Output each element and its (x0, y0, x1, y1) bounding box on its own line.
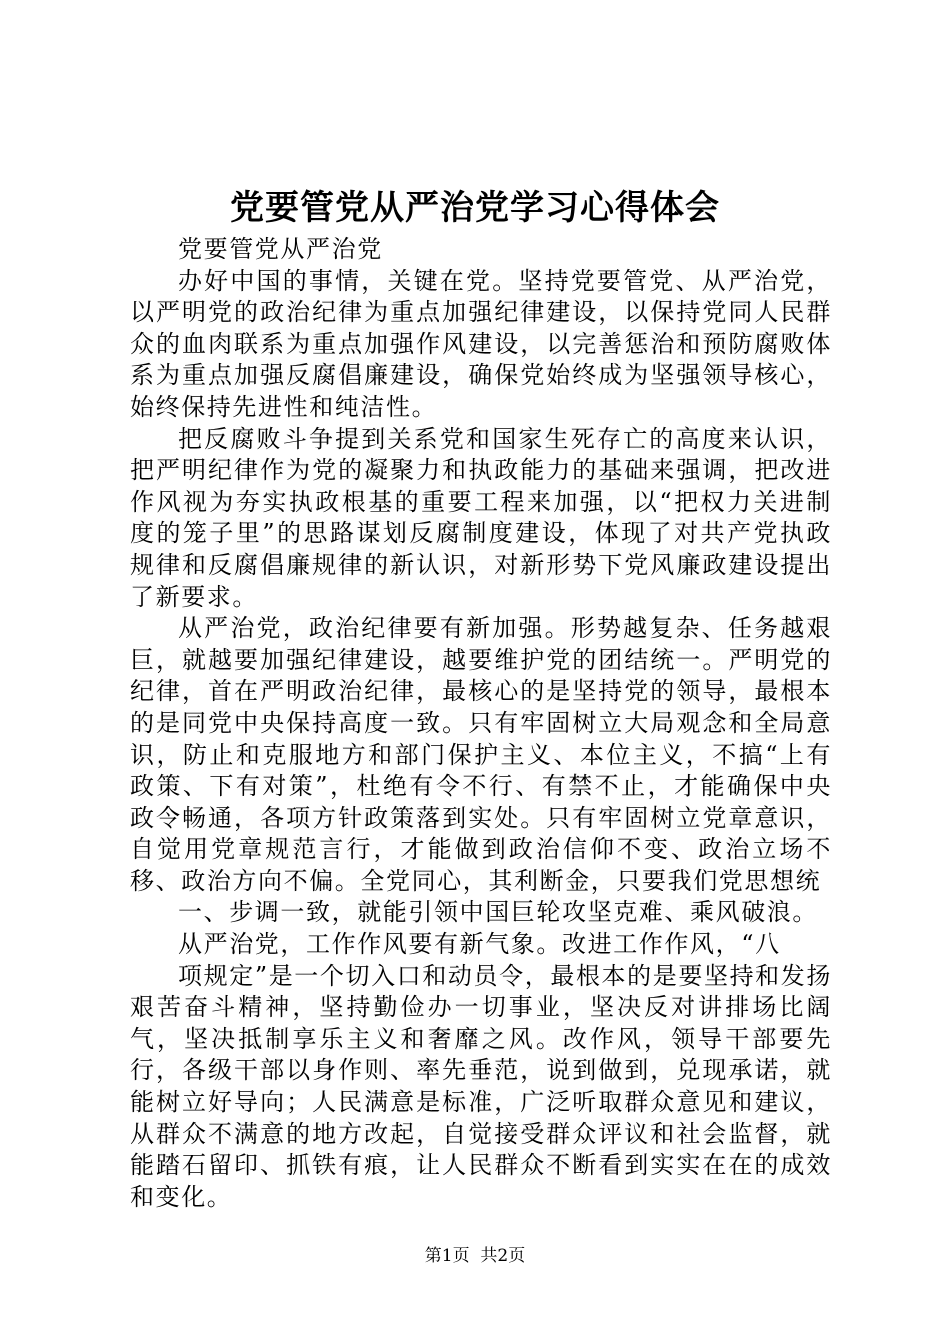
paragraph: 从严治党，工作作风要有新气象。改进工作作风，“八 (178, 930, 781, 959)
page-total: 共2页 (480, 1246, 526, 1266)
paragraph: 把反腐败斗争提到关系党和国家生死存亡的高度来认识，把严明纪律作为党的凝聚力和执政能力的基础来强调，把改进作风视为夯实执政根基的重要工程来加强，以“把权力关进制度的笼子里”的思路谋划反腐制度建设，体现了对共产党执政规律和反腐倡廉规律的新认识，对新形势下党风廉政建设提出了新要求。 (130, 424, 832, 611)
document-body (130, 234, 832, 1213)
paragraph-subtitle: 党要管党从严治党 (178, 235, 383, 263)
footer-separator (470, 1246, 481, 1266)
page-footer (0, 1244, 950, 1268)
page-number: 第1页 (424, 1246, 470, 1266)
page-title: 党要管党从严治党学习心得体会 (230, 188, 720, 228)
paragraph: 一、步调一致，就能引领中国巨轮攻坚克难、乘风破浪。 (178, 898, 818, 927)
paragraph: 从严治党，政治纪律要有新加强。形势越复杂、任务越艰巨，就越要加强纪律建设，越要维护党的团结统一。严明党的纪律，首在严明政治纪律，最核心的是坚持党的领导，最根本的是同党中央保持高度一致。只有牢固树立大局观念和全局意识，防止和克服地方和部门保护主义、本位主义，不搞“上有政策、下有对策”，杜绝有令不行、有禁不止，才能确保中央政令畅通，各项方针政策落到实处。只有牢固树立党章意识，自觉用党章规范言行，才能做到政治信仰不变、政治立场不移、政治方向不偏。全党同心，其利断金，只要我们党思想统 (130, 614, 832, 895)
paragraph: 项规定”是一个切入口和动员令，最根本的是要坚持和发扬艰苦奋斗精神，坚持勤俭办一切事业，坚决反对讲排场比阔气，坚决抵制享乐主义和奢靡之风。改作风，领导干部要先行，各级干部以身作则、率先垂范，说到做到，兑现承诺，就能树立好导向；人民满意是标准，广泛听取群众意见和建议，从群众不满意的地方改起，自觉接受群众评议和社会监督，就能踏石留印、抓铁有痕，让人民群众不断看到实实在在的成效和变化。 (130, 961, 832, 1211)
paragraph: 办好中国的事情，关键在党。坚持党要管党、从严治党，以严明党的政治纪律为重点加强纪律建设，以保持党同人民群众的血肉联系为重点加强作风建设，以完善惩治和预防腐败体系为重点加强反腐倡廉建设，确保党始终成为坚强领导核心，始终保持先进性和纯洁性。 (130, 266, 832, 421)
